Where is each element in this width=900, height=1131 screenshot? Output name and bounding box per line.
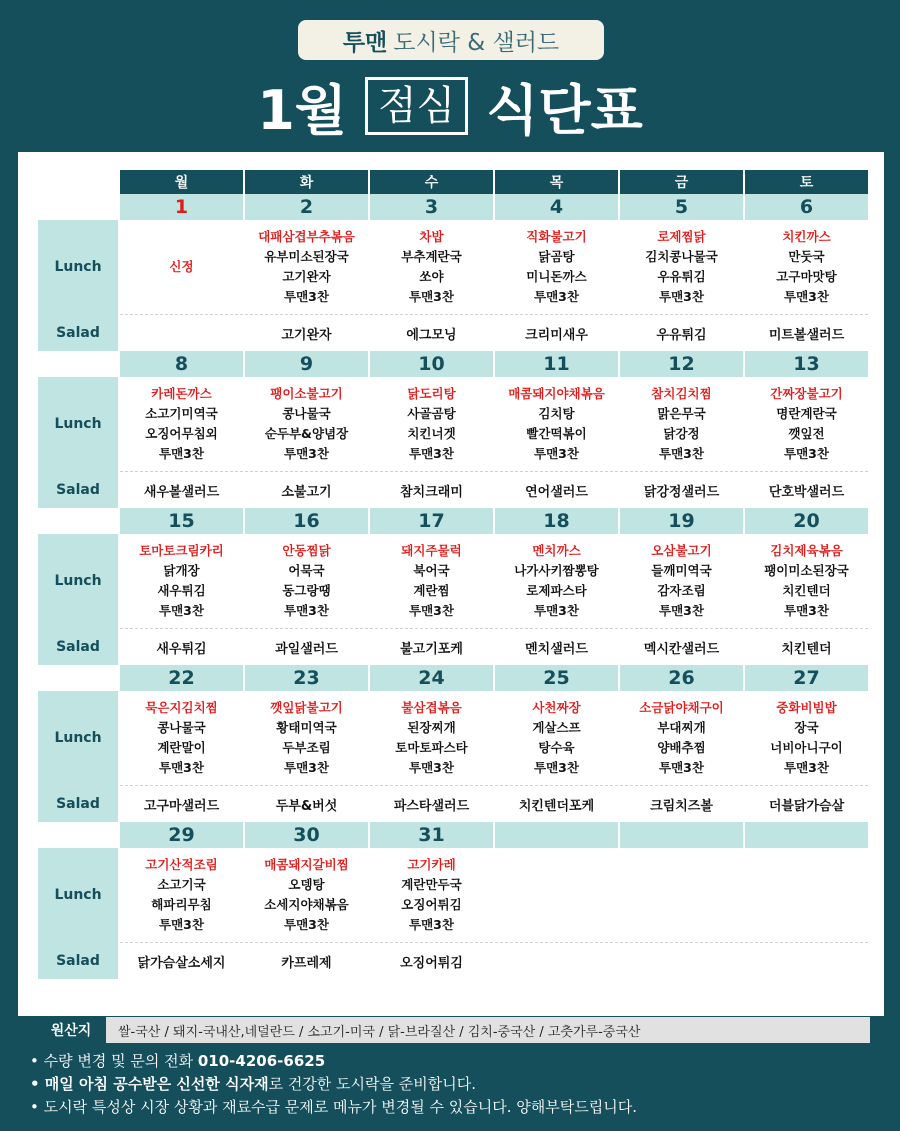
date-cell: 30 bbox=[244, 822, 369, 848]
salad-cell: 카프레제 bbox=[244, 943, 369, 980]
main-dish: 차밥 bbox=[419, 229, 444, 244]
lunch-cell bbox=[244, 691, 369, 786]
lunch-cell bbox=[119, 377, 244, 472]
main-dish: 안동찜닭 bbox=[282, 543, 331, 558]
side-dish: 부추계란국 bbox=[401, 249, 462, 264]
notes bbox=[30, 1050, 880, 1119]
date-cell: 1 bbox=[119, 194, 244, 220]
side-dish: 고기완자 bbox=[282, 269, 331, 284]
side-dish: 치킨너겟 bbox=[407, 426, 456, 441]
side-dish: 닭곰탕 bbox=[538, 249, 575, 264]
lunch-cell bbox=[619, 534, 744, 629]
lunch-label: Lunch bbox=[37, 377, 119, 472]
date-cell: 5 bbox=[619, 194, 744, 220]
main-dish: 닭도리탕 bbox=[407, 386, 456, 401]
calendar-card bbox=[18, 152, 884, 1016]
date-cell: 29 bbox=[119, 822, 244, 848]
side-dish: 투맨3찬 bbox=[284, 289, 329, 304]
main-dish: 사천짜장 bbox=[532, 700, 581, 715]
side-dish: 미니돈까스 bbox=[526, 269, 587, 284]
lunch-cell bbox=[369, 691, 494, 786]
lunch-cell bbox=[494, 534, 619, 629]
lunch-row bbox=[37, 534, 869, 629]
side-dish: 치킨텐더 bbox=[782, 583, 831, 598]
lunch-menu bbox=[620, 227, 743, 307]
salad-cell: 새우튀김 bbox=[119, 629, 244, 666]
lunch-menu bbox=[745, 227, 868, 307]
lunch-menu bbox=[495, 698, 618, 778]
side-dish: 유부미소된장국 bbox=[264, 249, 349, 264]
lunch-cell bbox=[119, 534, 244, 629]
salad-cell: 고구마샐러드 bbox=[119, 786, 244, 823]
salad-cell: 에그모닝 bbox=[369, 315, 494, 352]
lunch-menu bbox=[745, 384, 868, 464]
date-cell: 2 bbox=[244, 194, 369, 220]
lunch-menu bbox=[120, 541, 243, 621]
salad-cell: 고기완자 bbox=[244, 315, 369, 352]
lunch-cell bbox=[494, 220, 619, 315]
main-dish: 불삼겹볶음 bbox=[401, 700, 462, 715]
date-row-spacer bbox=[37, 508, 119, 534]
side-dish: 나가사키짬뽕탕 bbox=[514, 563, 599, 578]
date-cell bbox=[619, 822, 744, 848]
salad-cell: 과일샐러드 bbox=[244, 629, 369, 666]
lunch-cell bbox=[619, 848, 744, 943]
side-dish: 투맨3찬 bbox=[659, 289, 704, 304]
lunch-menu bbox=[370, 698, 493, 778]
side-dish: 투맨3찬 bbox=[784, 446, 829, 461]
side-dish: 들깨미역국 bbox=[651, 563, 712, 578]
origin-bar bbox=[36, 1017, 870, 1043]
date-cell: 31 bbox=[369, 822, 494, 848]
lunch-cell bbox=[744, 377, 869, 472]
salad-cell: 멕시칸샐러드 bbox=[619, 629, 744, 666]
salad-cell: 두부&버섯 bbox=[244, 786, 369, 823]
brand-subtitle: 도시락 & 샐러드 bbox=[393, 29, 560, 56]
salad-cell bbox=[119, 315, 244, 352]
date-cell: 3 bbox=[369, 194, 494, 220]
lunch-menu bbox=[245, 227, 368, 307]
main-dish: 신정 bbox=[169, 259, 194, 274]
side-dish: 투맨3찬 bbox=[534, 760, 579, 775]
lunch-cell bbox=[744, 220, 869, 315]
note-fresh-bold: • 매일 아침 공수받은 신선한 식자재 bbox=[30, 1075, 269, 1093]
main-dish: 소금닭야채구이 bbox=[639, 700, 724, 715]
salad-cell: 참치크래미 bbox=[369, 472, 494, 509]
side-dish: 팽이미소된장국 bbox=[764, 563, 849, 578]
weekday-2: 수 bbox=[369, 170, 494, 194]
side-dish: 콩나물국 bbox=[282, 406, 331, 421]
side-dish: 오징어무침외 bbox=[145, 426, 218, 441]
main-dish: 간짜장불고기 bbox=[770, 386, 843, 401]
main-dish: 오삼불고기 bbox=[651, 543, 712, 558]
date-cell: 11 bbox=[494, 351, 619, 377]
side-dish: 만둣국 bbox=[788, 249, 825, 264]
side-dish: 김치탕 bbox=[538, 406, 575, 421]
note-change: • 도시락 특성상 시장 상황과 재료수급 문제로 메뉴가 변경될 수 있습니다. 양해부탁드립니다. bbox=[30, 1098, 637, 1116]
salad-label: Salad bbox=[37, 472, 119, 509]
side-dish: 부대찌개 bbox=[657, 720, 706, 735]
date-cell: 6 bbox=[744, 194, 869, 220]
side-dish: 투맨3찬 bbox=[659, 760, 704, 775]
lunch-row bbox=[37, 848, 869, 943]
lunch-cell bbox=[119, 220, 244, 315]
date-cell: 8 bbox=[119, 351, 244, 377]
date-cell: 15 bbox=[119, 508, 244, 534]
page-title bbox=[0, 66, 900, 146]
date-row bbox=[37, 508, 869, 534]
salad-label: Salad bbox=[37, 315, 119, 352]
lunch-cell bbox=[494, 691, 619, 786]
lunch-menu bbox=[495, 384, 618, 464]
salad-cell: 연어샐러드 bbox=[494, 472, 619, 509]
lunch-menu bbox=[370, 541, 493, 621]
date-row bbox=[37, 194, 869, 220]
origin-text: 쌀-국산 / 돼지-국내산,네덜란드 / 소고기-미국 / 닭-브라질산 / 김치-중국산 / 고춧가루-중국산 bbox=[118, 1024, 641, 1040]
side-dish: 투맨3찬 bbox=[784, 760, 829, 775]
side-dish: 닭개장 bbox=[163, 563, 200, 578]
lunch-cell bbox=[244, 220, 369, 315]
lunch-cell bbox=[744, 534, 869, 629]
lunch-menu bbox=[120, 257, 243, 277]
title-menu: 식단표 bbox=[486, 78, 643, 142]
main-dish: 김치제육볶음 bbox=[770, 543, 843, 558]
date-cell: 9 bbox=[244, 351, 369, 377]
date-cell: 13 bbox=[744, 351, 869, 377]
date-cell: 17 bbox=[369, 508, 494, 534]
lunch-menu bbox=[120, 384, 243, 464]
side-dish: 순두부&양념장 bbox=[264, 426, 349, 441]
main-dish: 매콤돼지야채볶음 bbox=[508, 386, 605, 401]
salad-label: Salad bbox=[37, 786, 119, 823]
side-dish: 명란계란국 bbox=[776, 406, 837, 421]
lunch-menu bbox=[120, 855, 243, 935]
lunch-cell bbox=[744, 691, 869, 786]
main-dish: 매콤돼지갈비찜 bbox=[264, 857, 349, 872]
date-cell: 16 bbox=[244, 508, 369, 534]
date-cell: 22 bbox=[119, 665, 244, 691]
side-dish: 장국 bbox=[794, 720, 819, 735]
date-cell: 10 bbox=[369, 351, 494, 377]
side-dish: 된장찌개 bbox=[407, 720, 456, 735]
phone-number[interactable]: 010-4206-6625 bbox=[197, 1052, 326, 1070]
lunch-cell bbox=[119, 848, 244, 943]
salad-cell: 소불고기 bbox=[244, 472, 369, 509]
date-cell: 19 bbox=[619, 508, 744, 534]
weekday-header-row bbox=[37, 170, 869, 194]
main-dish: 깻잎닭불고기 bbox=[270, 700, 343, 715]
side-dish: 두부조림 bbox=[282, 740, 331, 755]
weekday-5: 토 bbox=[744, 170, 869, 194]
origin-label: 원산지 bbox=[36, 1017, 106, 1043]
side-dish: 투맨3찬 bbox=[534, 289, 579, 304]
side-dish: 로제파스타 bbox=[526, 583, 587, 598]
date-cell bbox=[744, 822, 869, 848]
salad-cell bbox=[494, 943, 619, 980]
lunch-label: Lunch bbox=[37, 848, 119, 943]
lunch-label: Lunch bbox=[37, 534, 119, 629]
salad-cell: 단호박샐러드 bbox=[744, 472, 869, 509]
lunch-cell bbox=[119, 691, 244, 786]
side-dish: 탕수육 bbox=[538, 740, 575, 755]
main-dish: 멘치까스 bbox=[532, 543, 581, 558]
main-dish: 참치김치찜 bbox=[651, 386, 712, 401]
salad-cell bbox=[619, 943, 744, 980]
side-dish: 투맨3찬 bbox=[409, 603, 454, 618]
lunch-label: Lunch bbox=[37, 691, 119, 786]
lunch-menu bbox=[620, 541, 743, 621]
main-dish: 고기산적조림 bbox=[145, 857, 218, 872]
lunch-menu bbox=[745, 698, 868, 778]
note-phone bbox=[30, 1050, 880, 1073]
side-dish: 해파리무침 bbox=[151, 897, 212, 912]
salad-cell: 오징어튀김 bbox=[369, 943, 494, 980]
lunch-cell bbox=[619, 691, 744, 786]
side-dish: 콩나물국 bbox=[157, 720, 206, 735]
side-dish: 소고기미역국 bbox=[145, 406, 218, 421]
salad-cell: 불고기포케 bbox=[369, 629, 494, 666]
side-dish: 우유튀김 bbox=[657, 269, 706, 284]
lunch-menu bbox=[245, 541, 368, 621]
lunch-menu bbox=[620, 384, 743, 464]
side-dish: 사골곰탕 bbox=[407, 406, 456, 421]
salad-cell: 닭강정샐러드 bbox=[619, 472, 744, 509]
date-cell: 27 bbox=[744, 665, 869, 691]
main-dish: 직화불고기 bbox=[526, 229, 587, 244]
corner-cell bbox=[37, 170, 119, 194]
main-dish: 로제찜닭 bbox=[657, 229, 706, 244]
lunch-cell bbox=[244, 377, 369, 472]
lunch-row bbox=[37, 220, 869, 315]
lunch-cell bbox=[244, 534, 369, 629]
side-dish: 계란찜 bbox=[413, 583, 450, 598]
side-dish: 동그랑땡 bbox=[282, 583, 331, 598]
lunch-menu bbox=[245, 855, 368, 935]
lunch-menu bbox=[745, 541, 868, 621]
lunch-menu bbox=[495, 227, 618, 307]
side-dish: 투맨3찬 bbox=[159, 760, 204, 775]
salad-cell: 우유튀김 bbox=[619, 315, 744, 352]
side-dish: 계란만두국 bbox=[401, 877, 462, 892]
side-dish: 고구마맛탕 bbox=[776, 269, 837, 284]
side-dish: 투맨3찬 bbox=[409, 760, 454, 775]
side-dish: 김치콩나물국 bbox=[645, 249, 718, 264]
brand-banner bbox=[298, 20, 604, 60]
side-dish: 투맨3찬 bbox=[409, 289, 454, 304]
date-cell: 23 bbox=[244, 665, 369, 691]
lunch-cell bbox=[619, 377, 744, 472]
lunch-menu bbox=[245, 698, 368, 778]
main-dish: 돼지주물럭 bbox=[401, 543, 462, 558]
date-cell bbox=[494, 822, 619, 848]
side-dish: 너비아니구이 bbox=[770, 740, 843, 755]
salad-label: Salad bbox=[37, 943, 119, 980]
salad-cell: 새우볼샐러드 bbox=[119, 472, 244, 509]
side-dish: 투맨3찬 bbox=[159, 446, 204, 461]
date-row-spacer bbox=[37, 665, 119, 691]
title-month: 1월 bbox=[257, 78, 347, 142]
side-dish: 투맨3찬 bbox=[284, 760, 329, 775]
side-dish: 새우튀김 bbox=[157, 583, 206, 598]
side-dish: 양배추찜 bbox=[657, 740, 706, 755]
side-dish: 맑은무국 bbox=[657, 406, 706, 421]
main-dish: 묵은지김치찜 bbox=[145, 700, 218, 715]
salad-cell: 파스타샐러드 bbox=[369, 786, 494, 823]
date-cell: 18 bbox=[494, 508, 619, 534]
main-dish: 팽이소불고기 bbox=[270, 386, 343, 401]
side-dish: 투맨3찬 bbox=[409, 917, 454, 932]
lunch-menu bbox=[370, 384, 493, 464]
lunch-cell bbox=[494, 377, 619, 472]
lunch-menu bbox=[620, 698, 743, 778]
main-dish: 카레돈까스 bbox=[151, 386, 212, 401]
side-dish: 투맨3찬 bbox=[284, 917, 329, 932]
salad-row bbox=[37, 943, 869, 980]
lunch-row bbox=[37, 691, 869, 786]
salad-cell: 멘치샐러드 bbox=[494, 629, 619, 666]
date-cell: 4 bbox=[494, 194, 619, 220]
date-row-spacer bbox=[37, 351, 119, 377]
note-fresh bbox=[30, 1073, 880, 1096]
side-dish: 빨간떡볶이 bbox=[526, 426, 587, 441]
lunch-cell bbox=[369, 377, 494, 472]
weekday-0: 월 bbox=[119, 170, 244, 194]
salad-row bbox=[37, 629, 869, 666]
main-dish: 고기카레 bbox=[407, 857, 456, 872]
date-cell: 12 bbox=[619, 351, 744, 377]
lunch-cell bbox=[494, 848, 619, 943]
date-row bbox=[37, 351, 869, 377]
lunch-menu bbox=[370, 227, 493, 307]
lunch-cell bbox=[244, 848, 369, 943]
side-dish: 투맨3찬 bbox=[534, 446, 579, 461]
date-cell: 26 bbox=[619, 665, 744, 691]
lunch-menu bbox=[120, 698, 243, 778]
date-row bbox=[37, 822, 869, 848]
side-dish: 오뎅탕 bbox=[288, 877, 325, 892]
side-dish: 닭강정 bbox=[663, 426, 700, 441]
side-dish: 북어국 bbox=[413, 563, 450, 578]
side-dish: 투맨3찬 bbox=[159, 603, 204, 618]
date-cell: 20 bbox=[744, 508, 869, 534]
side-dish: 소고기국 bbox=[157, 877, 206, 892]
salad-cell: 크림치즈볼 bbox=[619, 786, 744, 823]
main-dish: 토마토크림카리 bbox=[139, 543, 224, 558]
main-dish: 대패삼겹부추볶음 bbox=[258, 229, 355, 244]
lunch-label: Lunch bbox=[37, 220, 119, 315]
side-dish: 투맨3찬 bbox=[784, 603, 829, 618]
salad-cell: 치킨텐더포케 bbox=[494, 786, 619, 823]
weekday-4: 금 bbox=[619, 170, 744, 194]
date-row bbox=[37, 665, 869, 691]
brand-name: 투맨 bbox=[342, 29, 388, 56]
side-dish: 토마토파스타 bbox=[395, 740, 468, 755]
lunch-cell bbox=[369, 848, 494, 943]
title-meal: 점심 bbox=[365, 77, 468, 135]
side-dish: 투맨3찬 bbox=[284, 603, 329, 618]
side-dish: 투맨3찬 bbox=[659, 603, 704, 618]
side-dish: 소세지야채볶음 bbox=[264, 897, 349, 912]
salad-cell: 미트볼샐러드 bbox=[744, 315, 869, 352]
salad-cell: 더블닭가슴살 bbox=[744, 786, 869, 823]
side-dish: 투맨3찬 bbox=[284, 446, 329, 461]
lunch-row bbox=[37, 377, 869, 472]
date-cell: 25 bbox=[494, 665, 619, 691]
main-dish: 치킨까스 bbox=[782, 229, 831, 244]
salad-cell: 크리미새우 bbox=[494, 315, 619, 352]
side-dish: 어묵국 bbox=[288, 563, 325, 578]
side-dish: 오징어튀김 bbox=[401, 897, 462, 912]
lunch-menu bbox=[495, 541, 618, 621]
side-dish: 투맨3찬 bbox=[159, 917, 204, 932]
menu-calendar bbox=[36, 170, 870, 979]
side-dish: 황태미역국 bbox=[276, 720, 337, 735]
weekday-3: 목 bbox=[494, 170, 619, 194]
side-dish: 쏘야 bbox=[419, 269, 444, 284]
side-dish: 투맨3찬 bbox=[534, 603, 579, 618]
note-fresh-rest: 로 건강한 도시락을 준비합니다. bbox=[268, 1075, 477, 1093]
lunch-cell bbox=[619, 220, 744, 315]
salad-label: Salad bbox=[37, 629, 119, 666]
salad-cell bbox=[744, 943, 869, 980]
main-dish: 중화비빔밥 bbox=[776, 700, 837, 715]
side-dish: 감자조림 bbox=[657, 583, 706, 598]
lunch-cell bbox=[744, 848, 869, 943]
note-phone-label: • 수량 변경 및 문의 전화 bbox=[30, 1052, 198, 1070]
lunch-menu bbox=[370, 855, 493, 935]
date-cell: 24 bbox=[369, 665, 494, 691]
salad-cell: 닭가슴살소세지 bbox=[119, 943, 244, 980]
salad-row bbox=[37, 315, 869, 352]
lunch-menu bbox=[245, 384, 368, 464]
side-dish: 투맨3찬 bbox=[784, 289, 829, 304]
side-dish: 게살스프 bbox=[532, 720, 581, 735]
weekday-1: 화 bbox=[244, 170, 369, 194]
side-dish: 계란말이 bbox=[157, 740, 206, 755]
lunch-cell bbox=[369, 220, 494, 315]
side-dish: 투맨3찬 bbox=[409, 446, 454, 461]
date-row-spacer bbox=[37, 822, 119, 848]
date-row-spacer bbox=[37, 194, 119, 220]
salad-row bbox=[37, 472, 869, 509]
side-dish: 투맨3찬 bbox=[659, 446, 704, 461]
salad-row bbox=[37, 786, 869, 823]
side-dish: 깻잎전 bbox=[788, 426, 825, 441]
salad-cell: 치킨텐더 bbox=[744, 629, 869, 666]
lunch-cell bbox=[369, 534, 494, 629]
